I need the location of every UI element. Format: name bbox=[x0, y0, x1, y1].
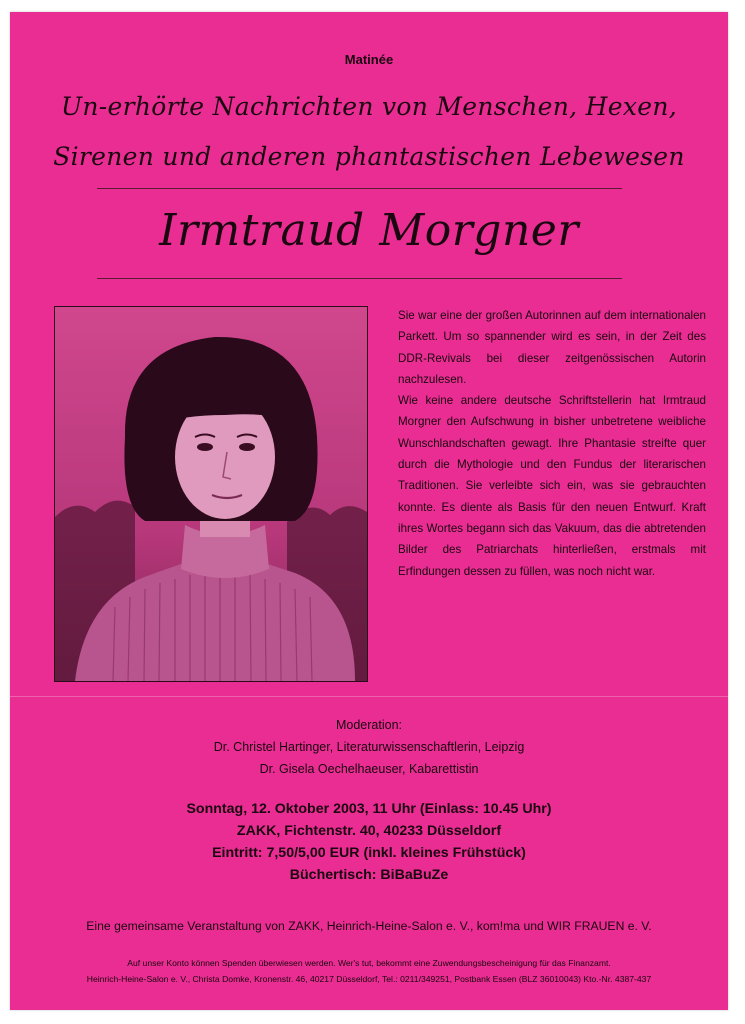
flyer-sheet bbox=[10, 12, 728, 1010]
footer-donation-line: Auf unser Konto können Spenden überwiesen werden. Wer's tut, bekommt eine Zuwendungsbescheinigung für das Finanzamt. bbox=[127, 958, 611, 968]
biography-text bbox=[398, 305, 706, 582]
title-line-1: Un-erhörte Nachrichten von Menschen, Hexen, bbox=[61, 92, 677, 121]
divider-top bbox=[97, 188, 622, 189]
organizers-line: Eine gemeinsame Veranstaltung von ZAKK, Heinrich-Heine-Salon e. V., kom!ma und WIR FRAUEN e. V. bbox=[86, 919, 652, 933]
moderator-2: Dr. Gisela Oechelhaeuser, Kabarettistin bbox=[259, 762, 479, 776]
kicker-text: Matinée bbox=[344, 52, 394, 67]
title-line-2: Sirenen und anderen phantastischen Lebewesen bbox=[53, 142, 685, 171]
bio-paragraph-1: Sie war eine der großen Autorinnen auf dem internationalen Parkett. Um so spannender wird es sein, in der Zeit des DDR-Revivals bei dieser zeitgenössischen Autorin nachzulesen. bbox=[398, 309, 706, 386]
paper-fold bbox=[10, 696, 728, 697]
portrait-illustration bbox=[55, 307, 367, 681]
divider-bottom bbox=[97, 278, 622, 279]
event-details bbox=[10, 798, 728, 886]
footer-contact-line: Heinrich-Heine-Salon e. V., Christa Domke, Kronenstr. 46, 40217 Düsseldorf, Tel.: 0211/349251, Postbank Essen (BLZ 36010043) Kto.-Nr. 4387-437 bbox=[86, 974, 652, 984]
event-venue: ZAKK, Fichtenstr. 40, 40233 Düsseldorf bbox=[236, 823, 502, 839]
event-book-table: Büchertisch: BiBaBuZe bbox=[289, 867, 449, 883]
moderation-block bbox=[10, 714, 728, 780]
bio-paragraph-2: Wie keine andere deutsche Schriftstellerin hat Irmtraud Morgner den Aufschwung in bisher unbetretene weibliche Wunschlandschaften gewagt. Ihre Phantasie streifte quer durch die Mythologie und den Fundus der literarischen Traditionen. Sie verleibte sich ein, was sie gebrauchten konnte. Es diente als Basis für den neuen Entwurf. Kraft ihres Wortes begann sich das Vakuum, das die abtretenden Bilder des Patriarchats hinterließen, erstmals mit Erfindungen dessen zu füllen, was noch nicht war. bbox=[398, 394, 706, 578]
event-admission: Eintritt: 7,50/5,00 EUR (inkl. kleines Frühstück) bbox=[212, 845, 526, 861]
author-name: Irmtraud Morgner bbox=[159, 205, 579, 256]
moderator-1: Dr. Christel Hartinger, Literaturwissenschaftlerin, Leipzig bbox=[213, 740, 525, 754]
author-portrait-photo bbox=[54, 306, 368, 682]
footer-note bbox=[10, 955, 728, 987]
event-date: Sonntag, 12. Oktober 2003, 11 Uhr (Einlass: 10.45 Uhr) bbox=[186, 801, 552, 817]
moderation-label: Moderation: bbox=[335, 718, 402, 732]
